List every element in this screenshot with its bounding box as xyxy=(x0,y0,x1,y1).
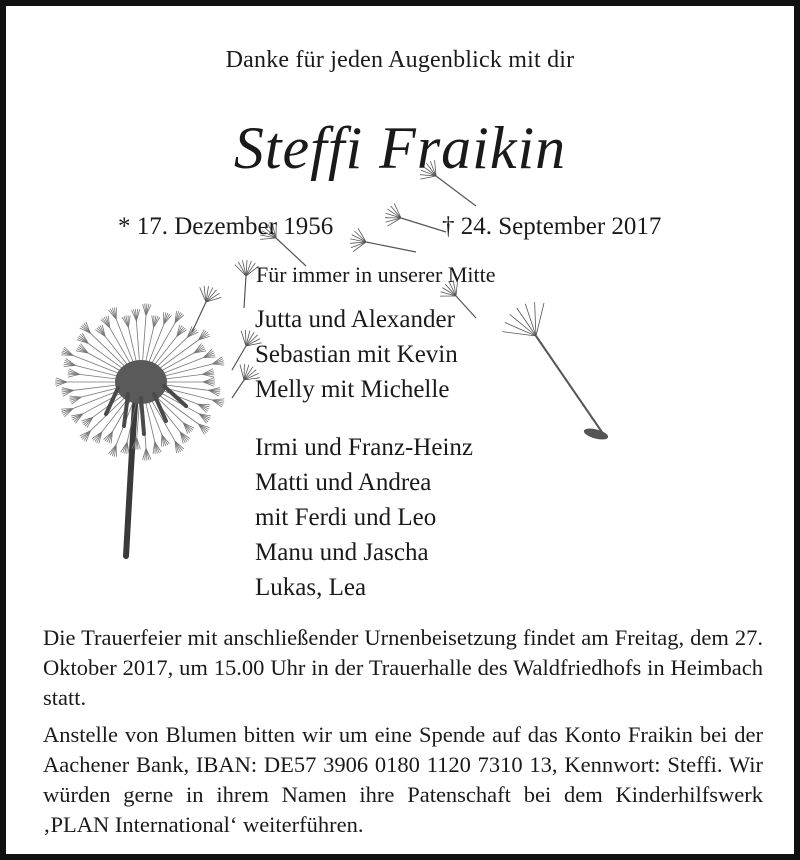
subtitle: Für immer in unserer Mitte xyxy=(256,262,496,287)
dandelion-stem xyxy=(126,378,137,556)
dandelion-icon xyxy=(55,304,224,461)
deceased-name: Steffi Fraikin xyxy=(233,115,567,181)
death-date: † 24. September 2017 xyxy=(442,213,662,240)
birth-date: * 17. Dezember 1956 xyxy=(118,213,334,240)
mourners-group-2 xyxy=(255,430,473,605)
mourner-line: Lukas, Lea xyxy=(255,574,367,601)
funeral-details: Die Trauerfeier mit anschließender Urnenbeisetzung findet am Freitag, dem 27. Oktober 2017, um 15.00 Uhr in der Trauerhalle des Waldfriedhofs in Heimbach statt. xyxy=(43,625,763,710)
mourner-line: Jutta und Alexander xyxy=(255,306,455,333)
motto: Danke für jeden Augenblick mit dir xyxy=(225,47,575,73)
donation-request: Anstelle von Blumen bitten wir um eine Spende auf das Konto Fraikin bei der Aachener Bank, IBAN: DE57 3906 0180 1120 7310 13, Kennwort: Steffi. Wir würden gerne in ihrem Namen ihre Patenschaft bei dem Kinderhilfswerk ‚PLAN International‘ weiterführen. xyxy=(43,722,763,837)
mourner-line: Matti und Andrea xyxy=(255,469,432,496)
mourner-line: Melly mit Michelle xyxy=(255,376,450,403)
mourner-line: Sebastian mit Kevin xyxy=(255,341,458,368)
mourner-line: Manu und Jascha xyxy=(255,539,429,566)
mourners-group-1 xyxy=(255,302,458,407)
mourner-line: mit Ferdi und Leo xyxy=(255,504,437,531)
mourner-line: Irmi und Franz-Heinz xyxy=(255,434,473,461)
